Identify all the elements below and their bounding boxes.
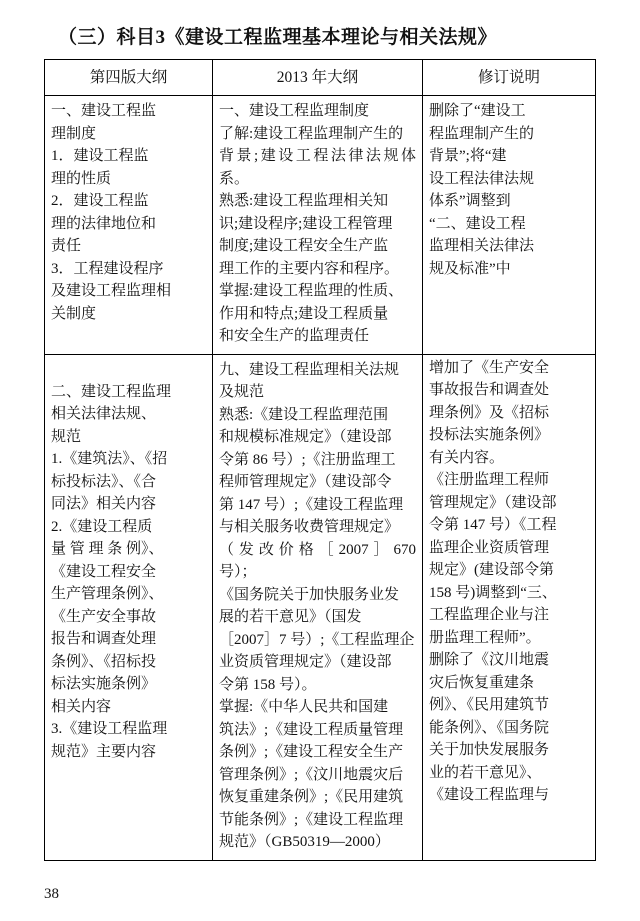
page-number: 38 bbox=[44, 886, 59, 902]
column-header-2013-outline: 2013 年大纲 bbox=[213, 60, 423, 96]
table-header-row bbox=[45, 60, 596, 96]
column-header-revision-notes: 修订说明 bbox=[423, 60, 596, 96]
table-row bbox=[45, 96, 596, 355]
cell-old-outline-2: 二、建设工程监理 相关法律法规、 规范 1.《建筑法》、《招 标投标法》、《合 同法》相关内容 2.《建设工程质 量 管 理 条 例》、 《建设工程安全 生产管理条例》、 《生产安全事故 报告和调查处理 条例》、《招标投 标法实施条例》 相关内容 3.《建设工程监理 规范》主要内容 bbox=[45, 354, 213, 860]
syllabus-comparison-table bbox=[44, 59, 596, 861]
cell-revision-notes-1: 删除了“建设工 程监理制产生的 背景”;将“建 设工程法律法规 体系”调整到 “二、建设工程 监理相关法律法 规及标准”中 bbox=[423, 96, 596, 355]
table-row bbox=[45, 354, 596, 860]
page-title: （三）科目3《建设工程监理基本理论与相关法规》 bbox=[58, 27, 498, 48]
cell-revision-notes-2: 增加了《生产安全 事故报告和调查处 理条例》及《招标 投标法实施条例》 有关内容。 《注册监理工程师 管理规定》（建设部 令第 147 号）《工程 监理企业资质管理 规定》(建设部令第 158 号)调整到“三、 工程监理企业与注 册监理工程师”。 删除了《汶川地震 灾后恢复重建条 例》、《民用建筑节 能条例》、《国务院 关于加快发展服务 业的若干意见》、 《建设工程监理与 bbox=[423, 354, 596, 860]
cell-2013-outline-2: 九、建设工程监理相关法规 及规范 熟悉:《建设工程监理范围 和规模标准规定》（建设部 令第 86 号）;《注册监理工 程师管理规定》（建设部令 第 147 号）;《建设工程监理 与相关服务收费管理规定》 （发改价格［2007］670 号）； 《国务院关于加快服务业发 展的若干意见》（国发 ［2007］7 号）;《工程监理企 业资质管理规定》（建设部 令第 158 号）。 掌握:《中华人民共和国建 筑法》;《建设工程质量管理 条例》;《建设工程安全生产 管理条例》;《汶川地震灾后 恢复重建条例》;《民用建筑 节能条例》;《建设工程监理 规范》（GB50319—2000） bbox=[213, 354, 423, 860]
column-header-old-outline: 第四版大纲 bbox=[45, 60, 213, 96]
cell-2013-outline-1: 一、建设工程监理制度 了解:建设工程监理制产生的 背景;建设工程法律法规体系。 熟悉:建设工程监理相关知 识;建设程序;建设工程管理 制度;建设工程安全生产监 理工作的主要内容和程序。 掌握:建设工程监理的性质、 作用和特点;建设工程质量 和安全生产的监理责任 bbox=[213, 96, 423, 355]
cell-old-outline-1: 一、建设工程监 理制度 1．建设工程监 理的性质 2．建设工程监 理的法律地位和 责任 3．工程建设程序 及建设工程监理相 关制度 bbox=[45, 96, 213, 355]
